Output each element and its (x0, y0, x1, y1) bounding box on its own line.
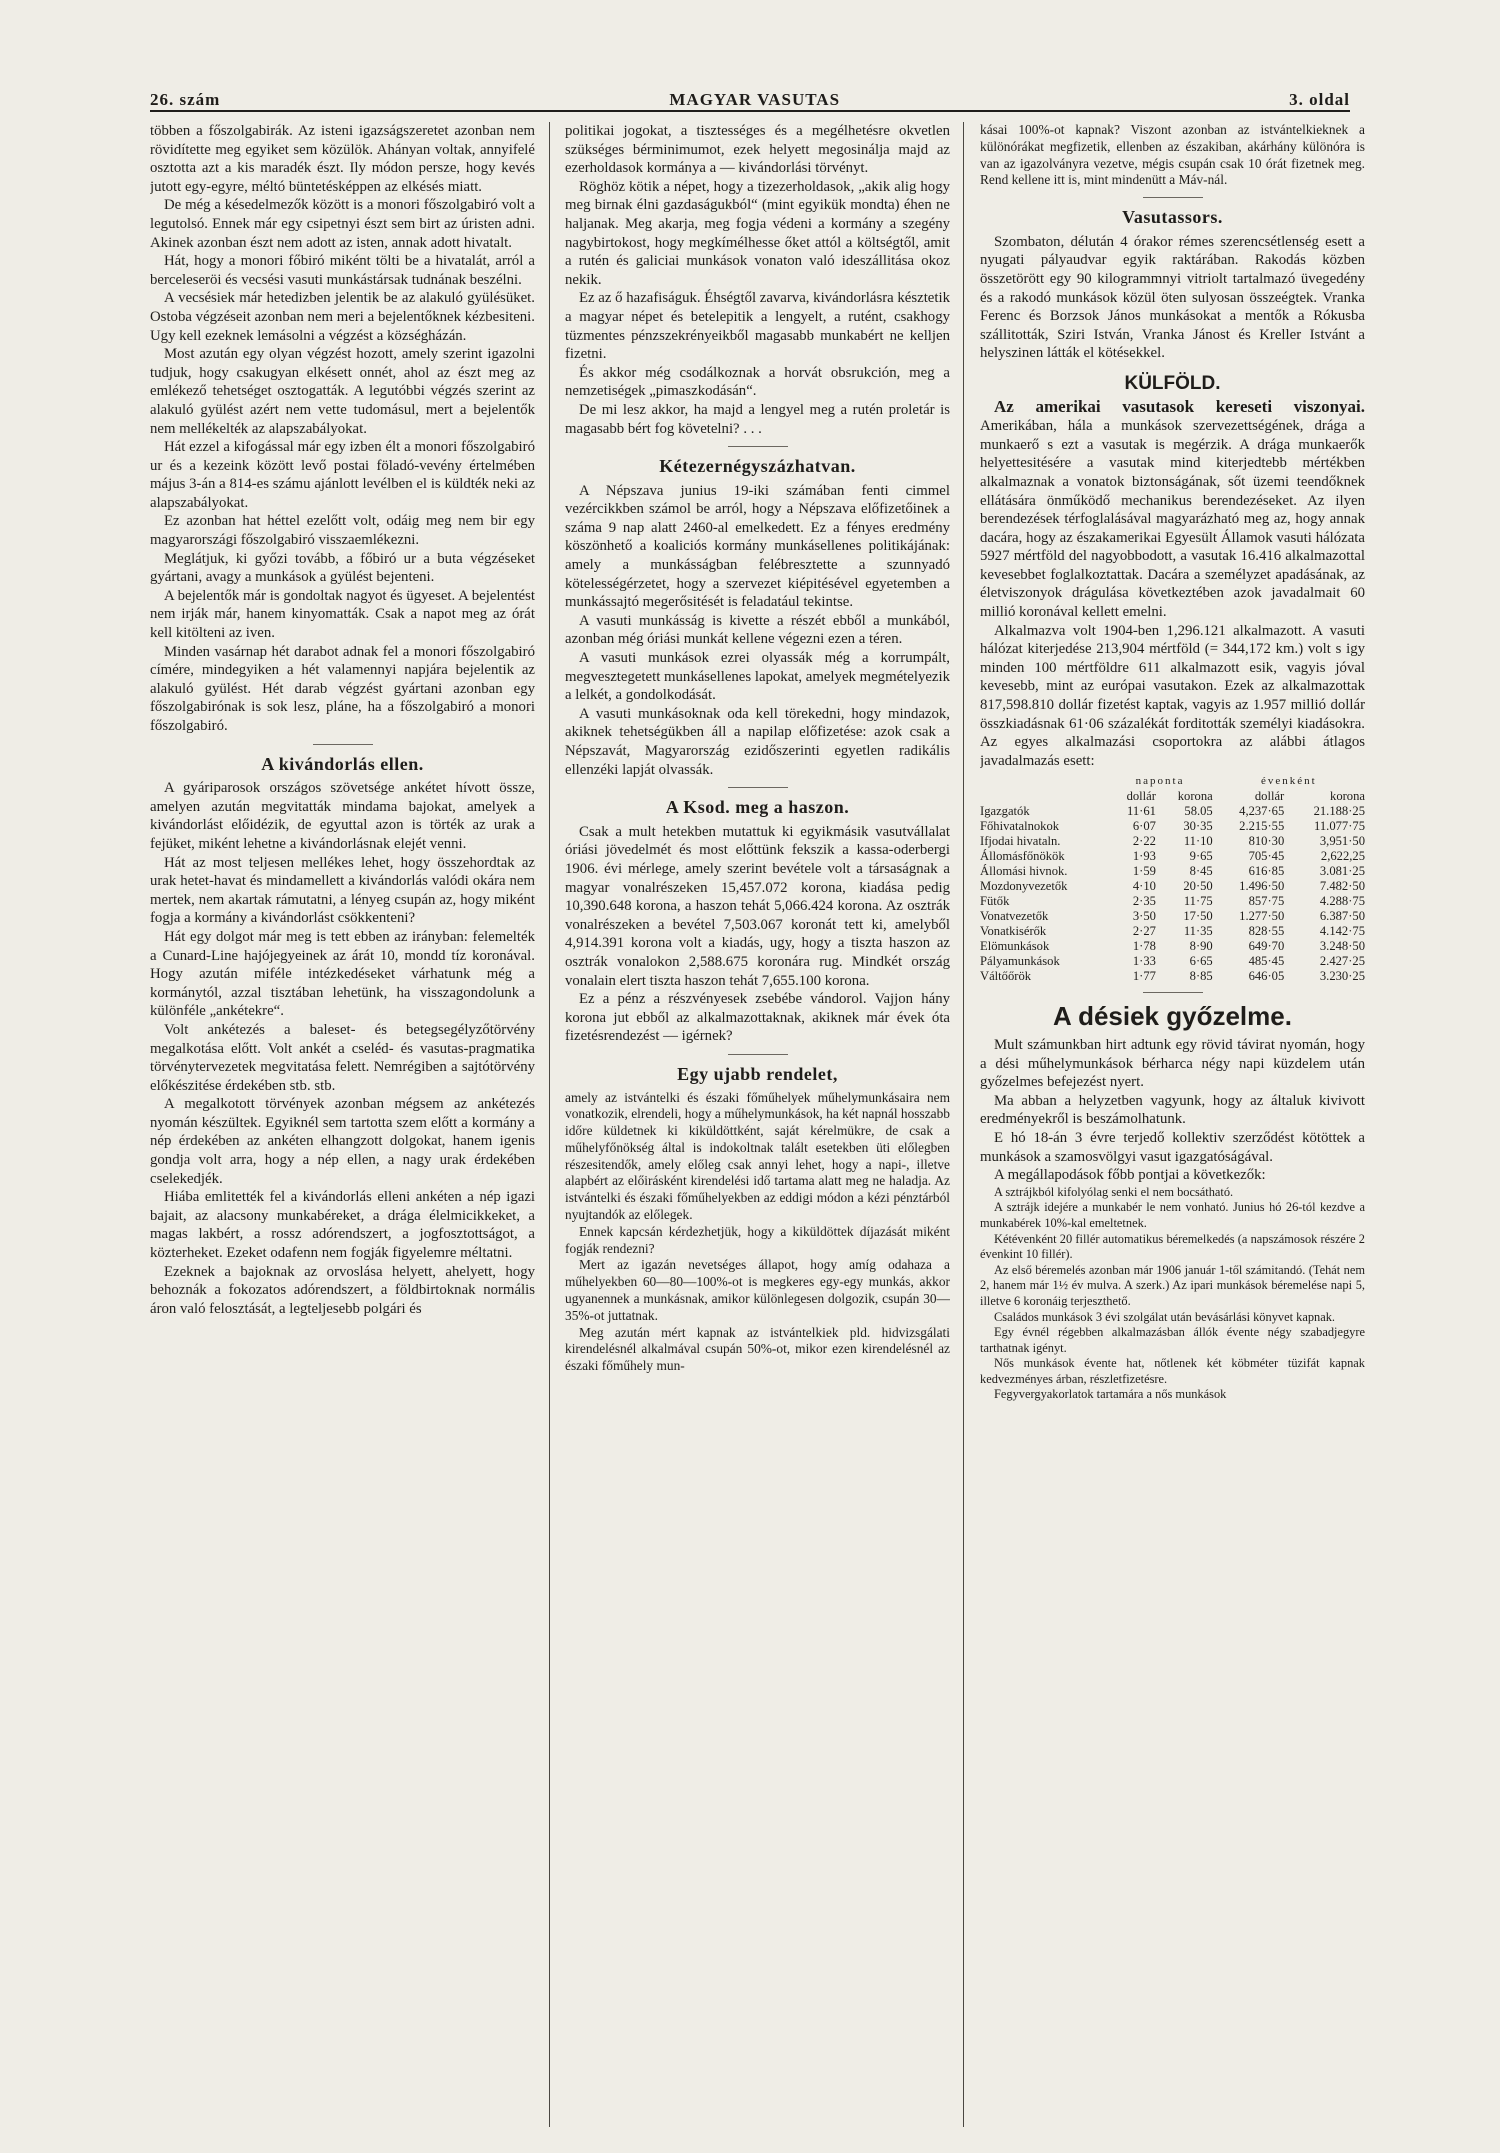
wage-value: 6.387·50 (1319, 909, 1365, 924)
paragraph: Hát egy dolgot már meg is tett ebben az irányban: felemelték a Cunard-Line hajójegyeinek az árát 10, mondd tíz koronával. Hogy azután miféle intézkedéseket várhatunk még a kormánytól, azzal tisztában lehetünk, ha visszagondolunk a különféle „ankétekre“. (150, 928, 535, 1020)
paragraph: Ma abban a helyzetben vagyunk, hogy az általuk kivivott eredményekről is beszámolhatunk. (980, 1092, 1365, 1128)
wage-value: 2.215·55 (1239, 819, 1285, 834)
wage-role: Elömunkások (980, 939, 1050, 954)
paragraph: A vasuti munkásoknak oda kell törekedni, hogy mindazok, akiknek tehetségükben áll a napilap előfizetése: azok csak a Népszavát, Magyarország ezidőszerinti egyetlen radikális ellenzéki lapját olvassák. (565, 705, 950, 778)
wage-value: 2·27 (1132, 924, 1156, 939)
wage-value: 20·50 (1183, 879, 1213, 894)
paragraph: Meglátjuk, ki győzi tovább, a főbiró ur a buta végzéseket gyártani, avagy a munkások a gyülést bejenteni. (150, 550, 535, 586)
wage-value: 2.427·25 (1319, 954, 1365, 969)
wage-table-body (980, 804, 1365, 984)
column-right (980, 122, 1365, 2132)
wage-role: Pályamunkások (980, 954, 1060, 969)
article-headline: Egy ujabb rendelet, (677, 1063, 838, 1084)
wage-value: 1·93 (1132, 849, 1156, 864)
paragraph: A vecsésiek már hetedizben jelentik be az alakuló gyülésüket. Ostoba végzéseit azonban nem meri a bejelentőknek kézbesiteni. Ugy kell ezeknek lemásolni a végzést a községházán. (150, 290, 535, 344)
wage-role: Váltőőrök (980, 969, 1032, 984)
separator (728, 1054, 788, 1055)
paragraph: A vasuti munkások ezrei olyassák még a korrumpált, megvesztegetett munkásellenes lapokat, amelyek megmételyezik a lelkét, a gondolkodását. (565, 650, 950, 704)
wage-row (980, 879, 1365, 894)
paragraph-text: Amerikában, hála a munkások szervezettségének, drága a munkaerő s ezt a vasutak is megérzik. A drága munkaerők helyettesitésére a vasutak mind kiterjedtebb mértékben alkalmaznak a vonatok biztonságának, sőt üzemi teendőknek ellátására önműködő mechanikus berendezéseket. Az ilyen berendezések térfoglalásával magyarázható meg az, hogy annak dacára, hogy az északamerikai Egyesült Államok vasuti hálózata 5927 mértföld del nagyobbodott, a vasutak 16.416 alkalmazottal kevesebbet foglalkoztattak. Dacára a személyzet apadásának, az életviszonyok drágulása következtében azok javadalmait 60 millió koronával kellett emelni. (980, 418, 1365, 621)
paragraph: E hó 18-án 3 évre terjedő kollektiv szerződést kötöttek a munkások a szamosvölgyi vasut igazgatóságával. (980, 1129, 1365, 1165)
wage-value: 3.230·25 (1319, 969, 1365, 984)
column-left (150, 122, 535, 2132)
wage-row (980, 849, 1365, 864)
paragraph: Meg azután mért kapnak az istvántelkiek pld. hidvizsgálati kirendelésnél alkalmával csupán 50%-ot, mikor ezen kirendelésnél az északi főműhely mun- (565, 1324, 950, 1374)
wage-value: 8·85 (1189, 969, 1213, 984)
wage-role: Mozdonyvezetők (980, 879, 1068, 894)
unit-dollar: dollár (1254, 789, 1285, 804)
agreement-point: Családos munkások 3 évi szolgálat után bevásárlási könyvet kapnak. (994, 1309, 1336, 1324)
paragraph: Most azután egy olyan végzést hozott, amely szerint igazolni tudjuk, hogy csakugyan elkésett onnét, ahol az észt meg az emlékező tehetséget osztogatták. A legutóbbi végzés szerint az alakuló gyülést azért nem vette tudomásul, mert a bejelentők nem mellékelték az alapszabályokat. (150, 346, 535, 437)
wage-row (980, 864, 1365, 879)
separator (728, 446, 788, 447)
paragraph: Hiába emlitették fel a kivándorlás elleni ankéten a nép igazi bajait, az alacsony munkabéreket, a drága élelmicikkeket, a magas lakbért, a rossz adórendszert, a jogfosztottságot, a közterheket. Ezeket odafenn nem fogják figyelemre méltatni. (150, 1189, 535, 1262)
separator (728, 787, 788, 788)
paragraph: Mult számunkban hirt adtunk egy rövid távirat nyomán, hogy a dési műhelymunkások bérharca négy napi küzdelem után győzelmes befejezést nyert. (980, 1037, 1365, 1091)
wage-value: 2·35 (1132, 894, 1156, 909)
wage-value: 58.05 (1184, 804, 1213, 819)
lead-headline: Az amerikai vasutasok kereseti viszonyai. (994, 396, 1365, 416)
wage-value: 1·78 (1132, 939, 1156, 954)
wage-value: 1·59 (1132, 864, 1156, 879)
wage-value: 21.188·25 (1313, 804, 1365, 819)
wage-role: Állomásfőnökök (980, 849, 1065, 864)
wage-role: Fütők (980, 894, 1010, 909)
paragraph: Ezeknek a bajoknak az orvoslása helyett, ahelyett, hogy behoznák a fokozatos adórendszert, a földbirtoknak normális áron való felosztását, a legteljesebb polgári és (150, 1263, 535, 1317)
paragraph: De még a késedelmezők között is a monori főszolgabiró volt a legutolsó. Ennek már egy csipetnyi észt sem birt az úristen adni. Akinek azonban észt nem adott az isten, annak adott hivatalt. (150, 197, 535, 251)
column-middle (565, 122, 950, 2132)
wage-value: 3.081·25 (1319, 864, 1365, 879)
paragraph: Mert az igazán nevetséges állapot, hogy amíg odahaza a műhelyekben 60—80—100%-ot is megkeres egy-egy munkás, akkor ugyanennek a munkásnak, amikor különlegesen dolgozik, csupán 30—35%-ot juttatnak. (565, 1257, 950, 1323)
paragraph (980, 398, 1365, 622)
wage-row (980, 939, 1365, 954)
wage-value: 1.277·50 (1239, 909, 1285, 924)
wage-row (980, 819, 1365, 834)
wage-table (980, 774, 1365, 984)
paragraph: többen a főszolgabirák. Az isteni igazságszeretet azonban nem rövidítette meg egyiket sem közülök. Ahányan voltak, annyifelé osztotta azt a kis maradék észt. Ily módon persze, hogy kevés jutott egy-egyre, méltó büntetésképpen az elkésés miatt. (150, 123, 535, 195)
wage-row (980, 969, 1365, 984)
wage-value: 17·50 (1183, 909, 1213, 924)
wage-role: Főhivatalnokok (980, 819, 1060, 834)
column-divider (549, 122, 550, 2127)
wage-row (980, 909, 1365, 924)
wage-value: 11·75 (1183, 894, 1213, 909)
paragraph: A vasuti munkásság is kivette a részét ebből a munkából, azonban még óriási munkát kellene végezni ezen a téren. (565, 612, 950, 648)
agreement-point: Az első béremelés azonban már 1906 január 1-től számitandó. (Tehát nem 2, hanem már 1½ év mulva. A szerk.) Az ipari munkások béremelése napi 5, illetve 6 koronáig terjeszthető. (980, 1262, 1365, 1308)
wage-value: 2·22 (1132, 834, 1156, 849)
wage-value: 705·45 (1248, 849, 1285, 864)
wage-role: Igazgatók (980, 804, 1030, 819)
paragraph: Minden vasárnap hét darabot adnak fel a monori főszolgabiró címére, mindegyiken a hét valamennyi napjára bejelentik az alakuló gyülést. Hét darab végzést gyártani azonban egy főszolgabirónak is sok lesz, pláne, ha a főszolgabiró a monori főszolgabiró. (150, 643, 535, 734)
page-number: 3. oldal (1289, 90, 1350, 109)
wage-value: 11.077·75 (1314, 819, 1365, 834)
wage-value: 9·65 (1189, 849, 1213, 864)
agreement-point: Egy évnél régebben alkalmazásban állók évente négy szabadjegyre tarthatnak igényt. (980, 1325, 1365, 1355)
unit-korona: korona (1330, 789, 1365, 804)
paragraph: A megállapodások főbb pontjai a következők: (994, 1167, 1266, 1184)
wage-value: 857·75 (1248, 894, 1285, 909)
page-header (150, 84, 1350, 110)
wage-role: Állomási hivnok. (980, 864, 1068, 879)
unit-korona: korona (1177, 789, 1213, 804)
wage-header-yearly: évenként (1261, 775, 1317, 788)
wage-value: 485·45 (1248, 954, 1285, 969)
wage-role: Vonatkisérők (980, 924, 1047, 939)
paragraph: amely az istvántelki és északi főműhelyek műhelymunkásaira nem vonatkozik, elrendeli, hogy a műhelymunkások, ha két napnál hosszabb időre küldetnek ki kiküldöttként, saját kérelmükre, de csak a műhelyfőnökség által is indokoltnak talált esetekben üti előlegben részesitendők, amely előleg csak annyi lehet, hogy a napi-, illetve alapbért az előirásként kirendelési idő tartama alatt meg ne haladja. Az istvántelki és északi főműhelyekben az eddigi módon a kézi pénztárból nyujtandók az előlegek. (565, 1089, 950, 1223)
separator (313, 744, 373, 745)
paragraph: A Népszava junius 19-iki számában fenti cimmel vezércikkben számol be arról, hogy a Népszava előfizetőinek a száma 9 nap alatt 2460-al emelkedett. Ez a fényes eredmény köszönhető a koaliciós kormány munkásellenes politikájának: amely a munkásságban felébresztette a szunnyadó kötelességérzetet, hogy a szervezet kiépitésével egyetemben a munkássajtó megerősitését is feladatául tekintse. (565, 482, 950, 611)
wage-value: 11·10 (1183, 834, 1213, 849)
paragraph: kásai 100%-ot kapnak? Viszont azonban az istvántelkieknek a különórákat megfizetik, ellenben az északiban, akárhány különóra is van az igazolványra vezetve, mégis csupán csak 10 órát fizetnek meg. Rend kellene itt is, mint mindenütt a Máv-nál. (980, 122, 1365, 188)
issue-number: 26. szám (150, 90, 221, 109)
paragraph: Volt ankétezés a baleset- és betegsegélyzőtörvény megalkotása előtt. Volt ankét a cseléd- és vasutas-pragmatika törvénytervezetek megvitatása felett. Nemrégiben a sajtótörvény előkészitése érdekében stb. stb. (150, 1021, 535, 1094)
article-headline: A Ksod. meg a haszon. (665, 797, 850, 818)
paragraph: A megalkotott törvények azonban mégsem az ankétezés nyomán készültek. Egyiknél sem tartotta szem előtt a kormány a nép érdekében az ankéten elhangzott dolgokat, hanem igenis gondja volt arra, hogy a nép ellen, a nagy urak érdekében cselekedjék. (150, 1096, 535, 1187)
wage-value: 7.482·50 (1319, 879, 1365, 894)
paragraph: A bejelentők már is gondoltak nagyot és ügyeset. A bejelentést nem irják már, hanem kinyomatták. Csak a napot meg az órát kell kitölteni az iven. (150, 587, 535, 642)
paragraph: Ez azonban hat héttel ezelőtt volt, odáig meg nem bir egy magyarországi főszolgabiró visszaemlékezni. (150, 513, 535, 549)
paragraph: Hát az most teljesen mellékes lehet, hogy összehordtak az urak hetet-havat és mindamellett a kivándorlás valódi okára nem mertek, nem akartak rámutatni, a lényeg csupán az, hogy miként fogja a kormány a kivándorlást csökkenteni? (150, 854, 535, 927)
section-title: KÜLFÖLD. (1124, 372, 1221, 394)
wage-value: 3.248·50 (1319, 939, 1365, 954)
wage-value: 2,622,25 (1320, 849, 1365, 864)
paragraph: Hát ezzel a kifogással már egy izben élt a monori főszolgabiró ur és a kezeink között levő postai föladó-vevény értelmében május 3-án a 814-es számu ajánlott levélben el is küldték neki az alapszabályokat. (150, 439, 535, 511)
paragraph: Hát, hogy a monori főbiró miként tölti be a hivatalát, arról a berceleseröi és vecsési vasuti munkástársak tudnának beszélni. (150, 253, 535, 288)
paragraph: Ez az ő hazafiságuk. Éhségtől zavarva, kivándorlásra késztetik a magyar népet és betelepitik a lengyelt, a rutént, csakhogy tüzmentes pénzszekrényeikből magasabb munkabért ne kelljen fizetni. (565, 290, 950, 363)
article-headline: Kétezernégyszázhatvan. (659, 456, 856, 477)
wage-value: 649·70 (1248, 939, 1285, 954)
wage-value: 6·65 (1189, 954, 1213, 969)
wage-header-daily: naponta (1135, 775, 1185, 788)
wage-value: 4.288·75 (1319, 894, 1365, 909)
wage-value: 3,951·50 (1319, 834, 1365, 849)
header-rule (150, 110, 1350, 112)
agreement-point: Fegyvergyakorlatok tartamára a nős munkások (994, 1387, 1227, 1402)
wage-value: 1·77 (1132, 969, 1156, 984)
article-headline: Vasutassors. (1122, 207, 1223, 228)
wage-role: Vonatvezetők (980, 909, 1049, 924)
wage-row (980, 804, 1365, 819)
wage-value: 828·55 (1248, 924, 1285, 939)
separator (1143, 992, 1203, 993)
paragraph: Ez a pénz a részvényesek zsebébe vándorol. Vajjon hány korona jut ebből az alkalmazottaknak, akiknek már évek óta fizetésrendezést — igérnek? (565, 991, 950, 1045)
paragraph: Szombaton, délután 4 órakor rémes szerencsétlenség esett a nyugati pályaudvar egyik raktárában. Rakodás közben összetörött egy 90 kilogrammnyi vitriolt tartalmazó üvegedény és a rakodó munkások közül öten sulyosan összeégtek. Vranka Ferenc és Borzsok János munkásokat a mentők a Rókusba szállitották, Sziri István, Vranka Jánost és Kreller Istvánt a helyszinen látták el kötésekkel. (980, 233, 1365, 362)
wage-value: 1·33 (1132, 954, 1156, 969)
paragraph: politikai jogokat, a tisztességes és a megélhetésre okvetlen szükséges bérminimumot, ezek helyett megosinálja majd az ezerholdasok kormánya a — kivándorlási törvényt. (565, 123, 950, 177)
agreement-point: Nős munkások évente hat, nőtlenek két köbméter tüzifát kapnak kedvezményes árban, részletfizetésre. (980, 1356, 1365, 1386)
wage-value: 646·05 (1248, 969, 1285, 984)
wage-value: 30·35 (1183, 819, 1213, 834)
separator (1143, 197, 1203, 198)
wage-value: 1.496·50 (1239, 879, 1285, 894)
paragraph: És akkor még csodálkoznak a horvát obsrukción, meg a nemzetiségek „pimaszkodásán“. (565, 364, 950, 400)
wage-value: 3·50 (1132, 909, 1156, 924)
wage-value: 4·10 (1132, 879, 1156, 894)
agreement-point: A sztrájkból kifolyólag senki el nem bocsátható. (994, 1184, 1234, 1199)
wage-value: 8·45 (1189, 864, 1213, 879)
wage-value: 810·30 (1248, 834, 1285, 849)
wage-row (980, 924, 1365, 939)
wage-row (980, 954, 1365, 969)
paragraph: Röghöz kötik a népet, hogy a tizezerholdasok, „akik alig hogy meg birnak élni gazdaságukból“ (mint egyikük mondta) éhen ne haljanak. Meg akarja, meg fogja védeni a kormány a szegény nagybirtokost, hogy megkímélhesse őket attól a költségtől, amit a rutén és galiciai munkások vonaton való ideszállitása okoz nekik. (565, 178, 950, 288)
wage-row (980, 834, 1365, 849)
article-headline: A kivándorlás ellen. (261, 753, 424, 774)
masthead-title: MAGYAR VASUTAS (669, 90, 841, 109)
wage-value: 616·85 (1248, 864, 1285, 879)
paragraph: Csak a mult hetekben mutattuk ki egyikmásik vasutvállalat óriási jövedelmét és most előttünk fekszik a kassa-oderbergi 1906. évi mérlege, amely szerint bevétele volt a társaságnak a magyar vonalrészeken 15,457.072 korona, kiadása pedig 10,390.648 korona, a haszon tehát 5,066.424 korona. Az osztrák vonalrészeken a bevétel 7,503.067 koronát tett ki, amelyből 4,914.391 korona volt a kiadás, ugy, hogy a tiszta haszon az osztrák vonalokon 2,588.675 koronára rug. Mindkét ország vonalain elert tiszta haszon tehát 7,655.100 korona. (565, 823, 950, 989)
column-divider (963, 122, 964, 2127)
paragraph: Ennek kapcsán kérdezhetjük, hogy a kiküldöttek díjazását miként fogják rendezni? (565, 1223, 950, 1256)
agreement-point: Kétévenként 20 fillér automatikus béremelkedés (a napszámosok részére 2 évenkint 10 fillér). (980, 1231, 1365, 1262)
wage-value: 6·07 (1132, 819, 1156, 834)
wage-value: 8·90 (1189, 939, 1213, 954)
unit-dollar: dollár (1126, 789, 1156, 804)
paragraph: De mi lesz akkor, ha majd a lengyel meg a rutén proletár is magasabb bért fog követelni? . . . (565, 401, 950, 437)
wage-value: 4.142·75 (1319, 924, 1365, 939)
agreement-point: A sztrájk idejére a munkabér le nem vonható. Junius hó 26-tól kezdve a munkabérek 10%-kal emeltetnek. (980, 1200, 1365, 1230)
wage-value: 11·35 (1183, 924, 1213, 939)
wage-value: 11·61 (1127, 804, 1156, 819)
wage-role: Ifjodai hivataln. (980, 834, 1061, 849)
paragraph: Alkalmazva volt 1904-ben 1,296.121 alkalmazott. A vasuti hálózat kiterjedése 213,904 mértföld (= 344,172 km.) volt s igy minden 100 mértföldre 611 alkalmazott esik, vagyis jóval kevesebb, mint az európai vasutakon. Ezek az alkalmazottak 817,598.810 dollár fizetést kaptak, vagyis az 1.957 millió dollár összkiadásnak 61·06 százalékát forditották személyi kiadásokra. Az egyes alkalmazási csoportokra az alábbi átlagos javadalmazás esett: (980, 622, 1365, 769)
wage-value: 4,237·65 (1239, 804, 1285, 819)
article-headline: A désiek győzelme. (1053, 1001, 1292, 1032)
wage-row (980, 894, 1365, 909)
paragraph: A gyáriparosok országos szövetsége ankétet hívott össze, amelyen azután megvitatták mindama bajokat, amelyek a kivándorlást előidézik, de egyuttal azon is törték az urak a fejüket, miként lehetne a kivándorlásnak elejét venni. (150, 780, 535, 852)
